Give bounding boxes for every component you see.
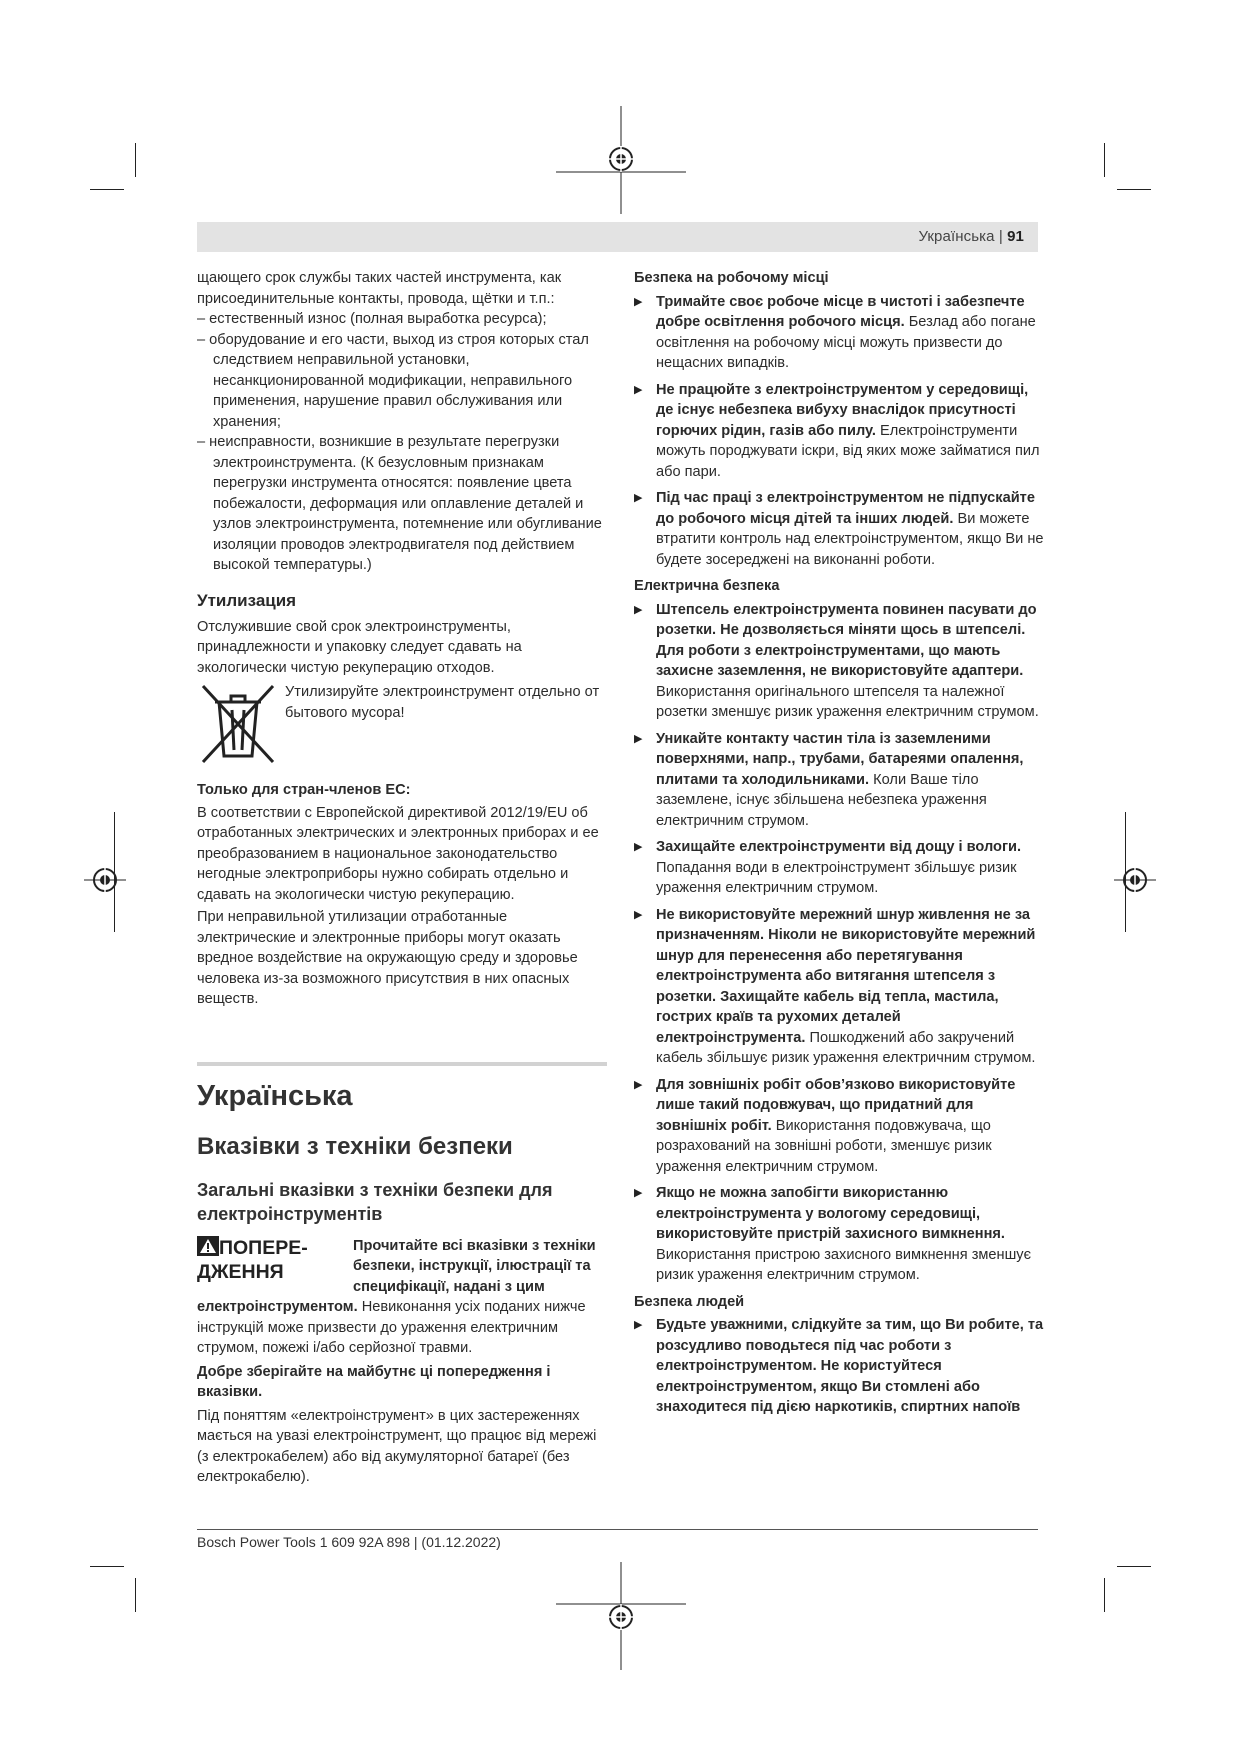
warranty-continuation: щающего срок службы таких частей инструмента, как присоединительные контакты, провода, щётки и т.п.: xyxy=(197,270,562,307)
list-item: ▶ Не використовуйте мережний шнур живлення не за призначенням. Ніколи не використовуйте мережний шнур для перенесення або перетягування електроінструмента або витягання штепселя з розетки. Захищайте кабель від тепла, мастила, гострих країв та рухомих деталей електроінструмента. Пошкоджений або закручений кабель збільшує ризик ураження електричним струмом. xyxy=(634,905,1044,1069)
electrical-heading: Електрична безпека xyxy=(634,578,780,594)
list-item: – неисправности, возникшие в результате перегрузки электроинструмента. (К безусловным признакам перегрузки инструмента относятся: появление цвета побежалости, деформация или оплавление деталей и узлов электроинструмента, потемнение или обугливание изоляции проводов электродвигателя под действием высокой температуры.) xyxy=(197,434,602,573)
disposal-heading: Утилизация xyxy=(197,590,297,610)
crop-mark xyxy=(135,143,136,177)
weee-block xyxy=(197,682,607,766)
registration-mark-icon xyxy=(556,104,686,216)
registration-mark-icon xyxy=(80,855,130,905)
safety-title: Вказівки з техніки безпеки xyxy=(197,1132,513,1160)
warning-body: Невиконання усіх поданих нижче інструкцій може призвести до ураження електричним струмом, пожежі і/або серйозної травми. xyxy=(197,1299,586,1356)
warning-intro: Прочитайте всі вказівки з техніки безпеки, інструкції, ілюстрації та специфікації, надані з цим xyxy=(353,1237,596,1295)
people-heading: Безпека людей xyxy=(634,1293,745,1310)
keep-instructions: Добре зберігайте на майбутнє ці попередження і вказівки. xyxy=(197,1363,551,1400)
crop-mark xyxy=(1117,1566,1151,1567)
page-number: 91 xyxy=(1007,228,1024,245)
list-item: – оборудование и его части, выход из строя которых стал следствием неправильной установки, несанкционированной модификации, неправильного применения, нарушение правил обслуживания или хранения; xyxy=(197,331,589,430)
registration-mark-icon xyxy=(556,1560,686,1672)
crop-mark xyxy=(90,189,124,190)
list-item: ▶ Під час праці з електроінструментом не підпускайте до робочого місця дітей та інших людей. Ви можете втратити контроль над електроінструментом, якщо Ви не будете зосереджені на виконанні роботи. xyxy=(634,488,1044,570)
right-column xyxy=(634,268,1044,1424)
crop-mark xyxy=(90,1566,124,1567)
list-item: ▶ Уникайте контакту частин тіла із заземленими поверхнями, напр., трубами, батареями опалення, плитами та холодильниками. Коли Ваше тіло заземлене, існує збільшена небезпека ураження електричним струмом. xyxy=(634,729,1044,832)
crop-mark xyxy=(1104,1578,1105,1612)
crop-mark xyxy=(1117,189,1151,190)
warning-triangle-icon xyxy=(197,1236,219,1256)
language-title: Українська xyxy=(197,1079,353,1112)
list-item: ▶ Якщо не можна запобігти використанню електроінструмента у вологому середовищі, використовуйте пристрій захисного вимкнення. Використання пристрою захисного вимкнення зменшує ризик ураження електричним струмом. xyxy=(634,1183,1044,1286)
list-item: – естественный износ (полная выработка ресурса); xyxy=(197,311,547,327)
definition-text: Під поняттям «електроінструмент» в цих застереженнях мається на увазі електроінструмент, що працює від мережі (з електрокабелем) або від акумуляторної батареї (без електрокабелю). xyxy=(197,1407,597,1485)
eu-text: При неправильной утилизации отработанные электрические и электронные приборы могут оказать вредное воздействие на окружающую среду и здоровье человека из-за возможного присутствия в них опасных веществ. xyxy=(197,909,578,1007)
header-section: Українська xyxy=(918,228,995,245)
list-item: ▶ Для зовнішніх робіт обов’язково використовуйте лише такий подовжувач, що придатний для зовнішніх робіт. Використання подовжувача, що розрахований на зовнішні роботи, зменшує ризик ураження електричним струмом. xyxy=(634,1075,1044,1178)
general-safety-title: Загальні вказівки з техніки безпеки для електроінструментів xyxy=(197,1179,553,1224)
header-separator: | xyxy=(998,228,1003,245)
crop-mark xyxy=(135,1578,136,1612)
disposal-text: Отслужившие свой срок электроинструменты, принадлежности и упаковку следует сдавать на экологически чистую рекуперацию отходов. xyxy=(197,618,522,676)
list-item: ▶ Будьте уважними, слідкуйте за тим, що Ви робите, та розсудливо поводьтеся під час роботи з електроінструментом. Не користуйтеся електроінструментом, якщо Ви стомлені або знаходитеся під дією наркотиків, спиртних напоїв xyxy=(634,1315,1044,1418)
warning-intro-cont: електроінструментом. xyxy=(197,1299,358,1315)
registration-mark-icon xyxy=(1110,855,1160,905)
crossed-out-bin-icon xyxy=(197,682,279,766)
eu-heading: Только для стран-членов ЕС: xyxy=(197,782,411,798)
workplace-heading: Безпека на робочому місці xyxy=(634,270,829,286)
warning-text xyxy=(197,1297,607,1359)
section-divider xyxy=(197,1062,607,1066)
weee-text: Утилизируйте электроинструмент отдельно от бытового мусора! xyxy=(285,684,600,721)
warning-label xyxy=(197,1236,353,1298)
crop-mark xyxy=(1104,143,1105,177)
left-column xyxy=(197,268,607,1488)
page-header xyxy=(197,222,1038,252)
page-header-text xyxy=(918,228,1024,245)
warning-block xyxy=(197,1236,607,1298)
list-item: ▶ Штепсель електроінструмента повинен пасувати до розетки. Не дозволяється міняти щось в штепселі. Для роботи з електроінструментами, що мають захисне заземлення, не використовуйте адаптери. Використання оригінального штепселя та належної розетки зменшує ризик ураження електричним струмом. xyxy=(634,600,1044,723)
page-footer: Bosch Power Tools 1 609 92A 898 | (01.12.2022) xyxy=(197,1534,501,1550)
footer-rule xyxy=(197,1529,1038,1530)
eu-text: В соответствии с Европейской директивой 2012/19/EU об отработанных электрических и электронных приборах и ее преобразованием в национальное законодательство негодные электроприборы нужно собирать отдельно и сдавать на экологически чистую рекуперацию. xyxy=(197,804,599,903)
list-item: ▶ Не працюйте з електроінструментом у середовищі, де існує небезпека вибуху внаслідок присутності горючих рідин, газів або пилу. Електроінструменти можуть породжувати іскри, від яких може займатися пил або пари. xyxy=(634,380,1044,483)
list-item: ▶ Тримайте своє робоче місце в чистоті і забезпечте добре освітлення робочого місця. Безлад або погане освітлення на робочому місці можуть призвести до нещасних випадків. xyxy=(634,292,1044,374)
list-item: ▶ Захищайте електроінструменти від дощу і вологи. Попадання води в електроінструмент збільшує ризик ураження електричним струмом. xyxy=(634,837,1044,899)
warning-label-text: ПОПЕРЕ-ДЖЕННЯ xyxy=(197,1236,308,1283)
